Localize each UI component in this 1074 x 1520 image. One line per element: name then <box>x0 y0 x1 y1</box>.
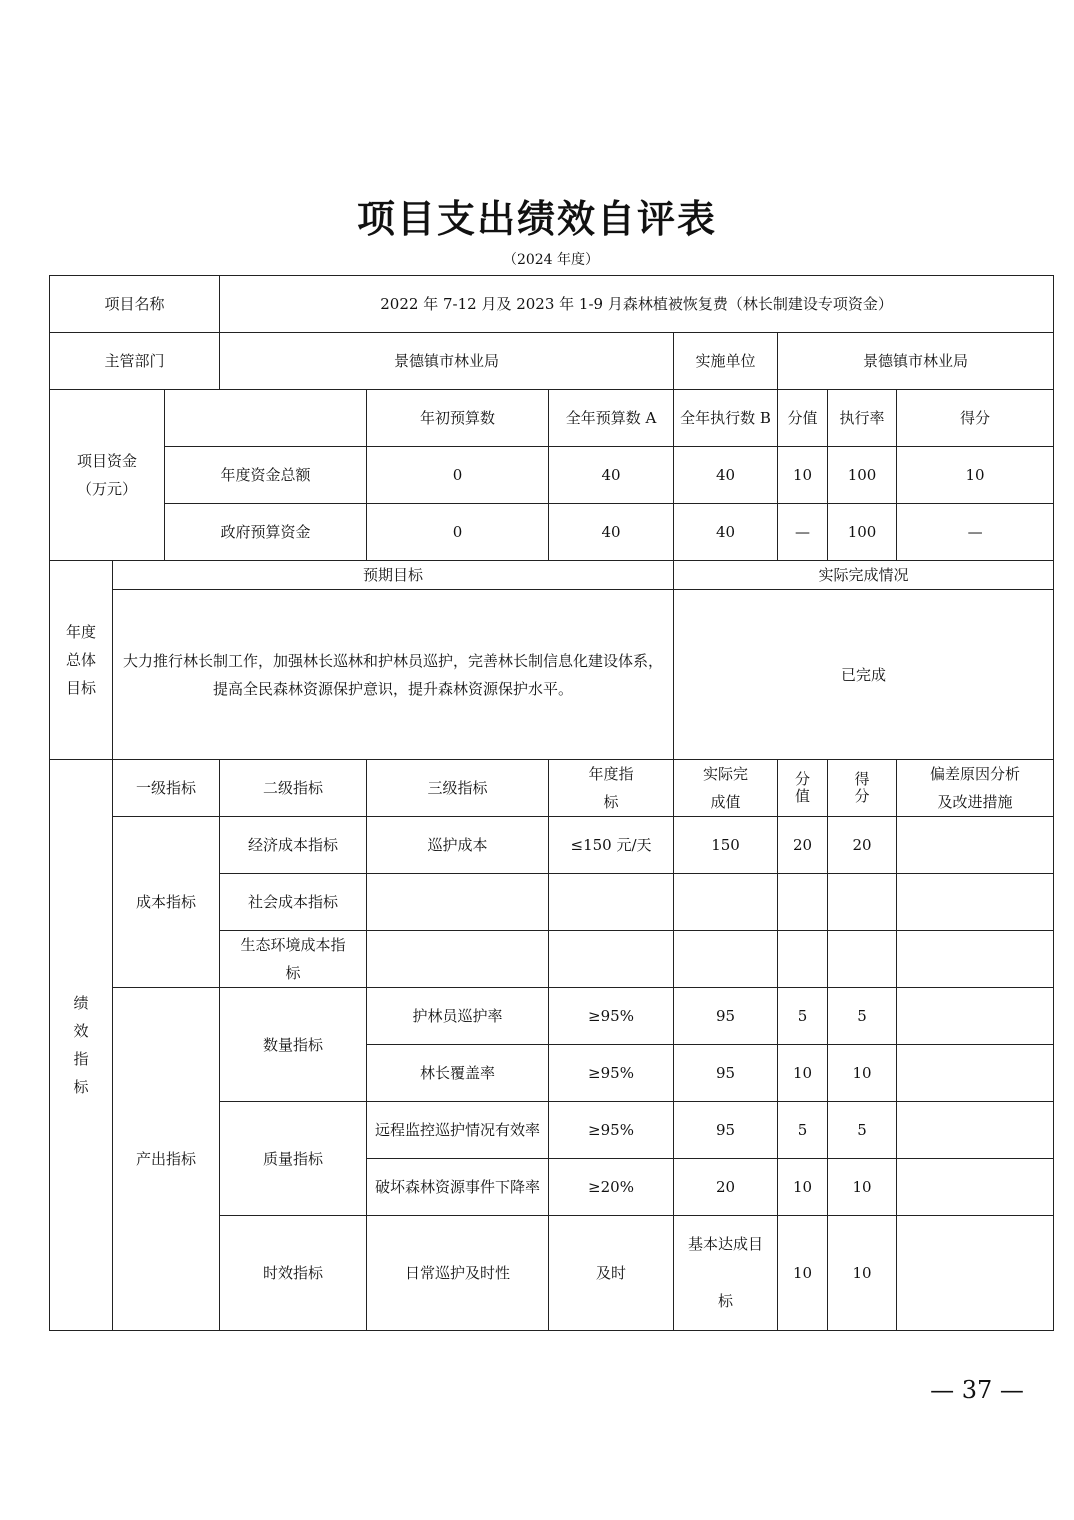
quality-score: 5 <box>828 1102 897 1159</box>
funds-cell: 10 <box>897 447 1054 504</box>
quality-target: ≥95% <box>549 1102 674 1159</box>
funds-cell: 40 <box>674 504 778 561</box>
timeliness-score: 10 <box>828 1216 897 1331</box>
funds-header-budget: 全年预算数 A <box>549 390 674 447</box>
quantity-score: 10 <box>828 1045 897 1102</box>
project-name-label: 项目名称 <box>50 276 220 333</box>
timeliness-analysis <box>897 1216 1054 1331</box>
quantity-score-value: 5 <box>778 988 828 1045</box>
quality-score: 10 <box>828 1159 897 1216</box>
funds-cell: 40 <box>549 447 674 504</box>
quality-level3: 远程监控巡护情况有效率 <box>367 1102 549 1159</box>
cost-eco-level2: 生态环境成本指标 <box>220 931 367 988</box>
timeliness-level3: 日常巡护及时性 <box>367 1216 549 1331</box>
funds-cell: 0 <box>367 504 549 561</box>
timeliness-target: 及时 <box>549 1216 674 1331</box>
impl-value: 景德镇市林业局 <box>778 333 1054 390</box>
timeliness-actual: 基本达成目标 <box>674 1216 778 1331</box>
quantity-target: ≥95% <box>549 988 674 1045</box>
empty-cell <box>828 931 897 988</box>
header-level3: 三级指标 <box>367 760 549 817</box>
goal-expected-text: 大力推行林长制工作，加强林长巡林和护林员巡护，完善林长制信息化建设体系，提高全民森林资源保护意识，提升森林资源保护水平。 <box>113 590 674 760</box>
quantity-level3: 护林员巡护率 <box>367 988 549 1045</box>
quality-target: ≥20% <box>549 1159 674 1216</box>
header-score: 得分 <box>828 760 897 817</box>
funds-header-empty <box>165 390 367 447</box>
quantity-target: ≥95% <box>549 1045 674 1102</box>
project-name: 2022 年 7-12 月及 2023 年 1-9 月森林植被恢复费（林长制建设专项资金） <box>220 276 1054 333</box>
funds-cell: 40 <box>549 504 674 561</box>
empty-cell <box>778 874 828 931</box>
page-number: — 37 — <box>930 1376 1024 1404</box>
funds-label-line1: 项目资金 <box>76 452 137 470</box>
empty-cell <box>778 931 828 988</box>
indicators-label: 绩效指标 <box>50 760 113 1331</box>
empty-cell <box>367 874 549 931</box>
header-analysis: 偏差原因分析及改进措施 <box>897 760 1054 817</box>
header-target: 年度指标 <box>549 760 674 817</box>
header-level1: 一级指标 <box>113 760 220 817</box>
funds-row-label: 政府预算资金 <box>165 504 367 561</box>
empty-cell <box>367 931 549 988</box>
funds-header-executed: 全年执行数 B <box>674 390 778 447</box>
quantity-score: 5 <box>828 988 897 1045</box>
header-level2: 二级指标 <box>220 760 367 817</box>
impl-label: 实施单位 <box>674 333 778 390</box>
quantity-actual: 95 <box>674 1045 778 1102</box>
funds-cell: — <box>778 504 828 561</box>
cost-economic-level2: 经济成本指标 <box>220 817 367 874</box>
quality-actual: 20 <box>674 1159 778 1216</box>
empty-cell <box>674 874 778 931</box>
quality-level3: 破坏森林资源事件下降率 <box>367 1159 549 1216</box>
self-evaluation-table <box>49 275 1054 1331</box>
cost-economic-actual: 150 <box>674 817 778 874</box>
cost-social-level2: 社会成本指标 <box>220 874 367 931</box>
empty-cell <box>897 931 1054 988</box>
cost-economic-level3: 巡护成本 <box>367 817 549 874</box>
quality-score-value: 10 <box>778 1159 828 1216</box>
goal-expected-header: 预期目标 <box>113 561 674 590</box>
funds-cell: 10 <box>778 447 828 504</box>
cost-economic-target: ≤150 元/天 <box>549 817 674 874</box>
funds-label-line2: （万元） <box>76 480 137 498</box>
timeliness-score-value: 10 <box>778 1216 828 1331</box>
header-score-value: 分值 <box>778 760 828 817</box>
header-actual: 实际完成值 <box>674 760 778 817</box>
empty-cell <box>549 874 674 931</box>
report-year: （2024 年度） <box>502 252 600 268</box>
dept-label: 主管部门 <box>50 333 220 390</box>
funds-cell: 100 <box>828 504 897 561</box>
quality-actual: 95 <box>674 1102 778 1159</box>
quantity-analysis <box>897 1045 1054 1102</box>
quantity-analysis <box>897 988 1054 1045</box>
funds-header-score: 得分 <box>897 390 1054 447</box>
cost-economic-score: 20 <box>828 817 897 874</box>
quantity-level2: 数量指标 <box>220 988 367 1102</box>
cost-economic-score-value: 20 <box>778 817 828 874</box>
funds-row-label: 年度资金总额 <box>165 447 367 504</box>
quantity-score-value: 10 <box>778 1045 828 1102</box>
timeliness-level2: 时效指标 <box>220 1216 367 1331</box>
empty-cell <box>549 931 674 988</box>
empty-cell <box>828 874 897 931</box>
funds-cell: 100 <box>828 447 897 504</box>
quantity-actual: 95 <box>674 988 778 1045</box>
empty-cell <box>897 874 1054 931</box>
cost-level1: 成本指标 <box>113 817 220 988</box>
quality-level2: 质量指标 <box>220 1102 367 1216</box>
funds-header-initial: 年初预算数 <box>367 390 549 447</box>
cost-economic-analysis <box>897 817 1054 874</box>
output-level1: 产出指标 <box>113 988 220 1331</box>
quality-analysis <box>897 1102 1054 1159</box>
quality-analysis <box>897 1159 1054 1216</box>
funds-label <box>50 390 165 561</box>
goal-actual-text: 已完成 <box>674 590 1054 760</box>
quantity-level3: 林长覆盖率 <box>367 1045 549 1102</box>
funds-header-rate: 执行率 <box>828 390 897 447</box>
quality-score-value: 5 <box>778 1102 828 1159</box>
page-title: 项目支出绩效自评表 <box>356 196 717 241</box>
funds-header-score-value: 分值 <box>778 390 828 447</box>
funds-cell: 40 <box>674 447 778 504</box>
funds-cell: — <box>897 504 1054 561</box>
funds-cell: 0 <box>367 447 549 504</box>
dept-value: 景德镇市林业局 <box>220 333 674 390</box>
goal-label: 年度总体目标 <box>50 561 113 760</box>
goal-actual-header: 实际完成情况 <box>674 561 1054 590</box>
empty-cell <box>674 931 778 988</box>
